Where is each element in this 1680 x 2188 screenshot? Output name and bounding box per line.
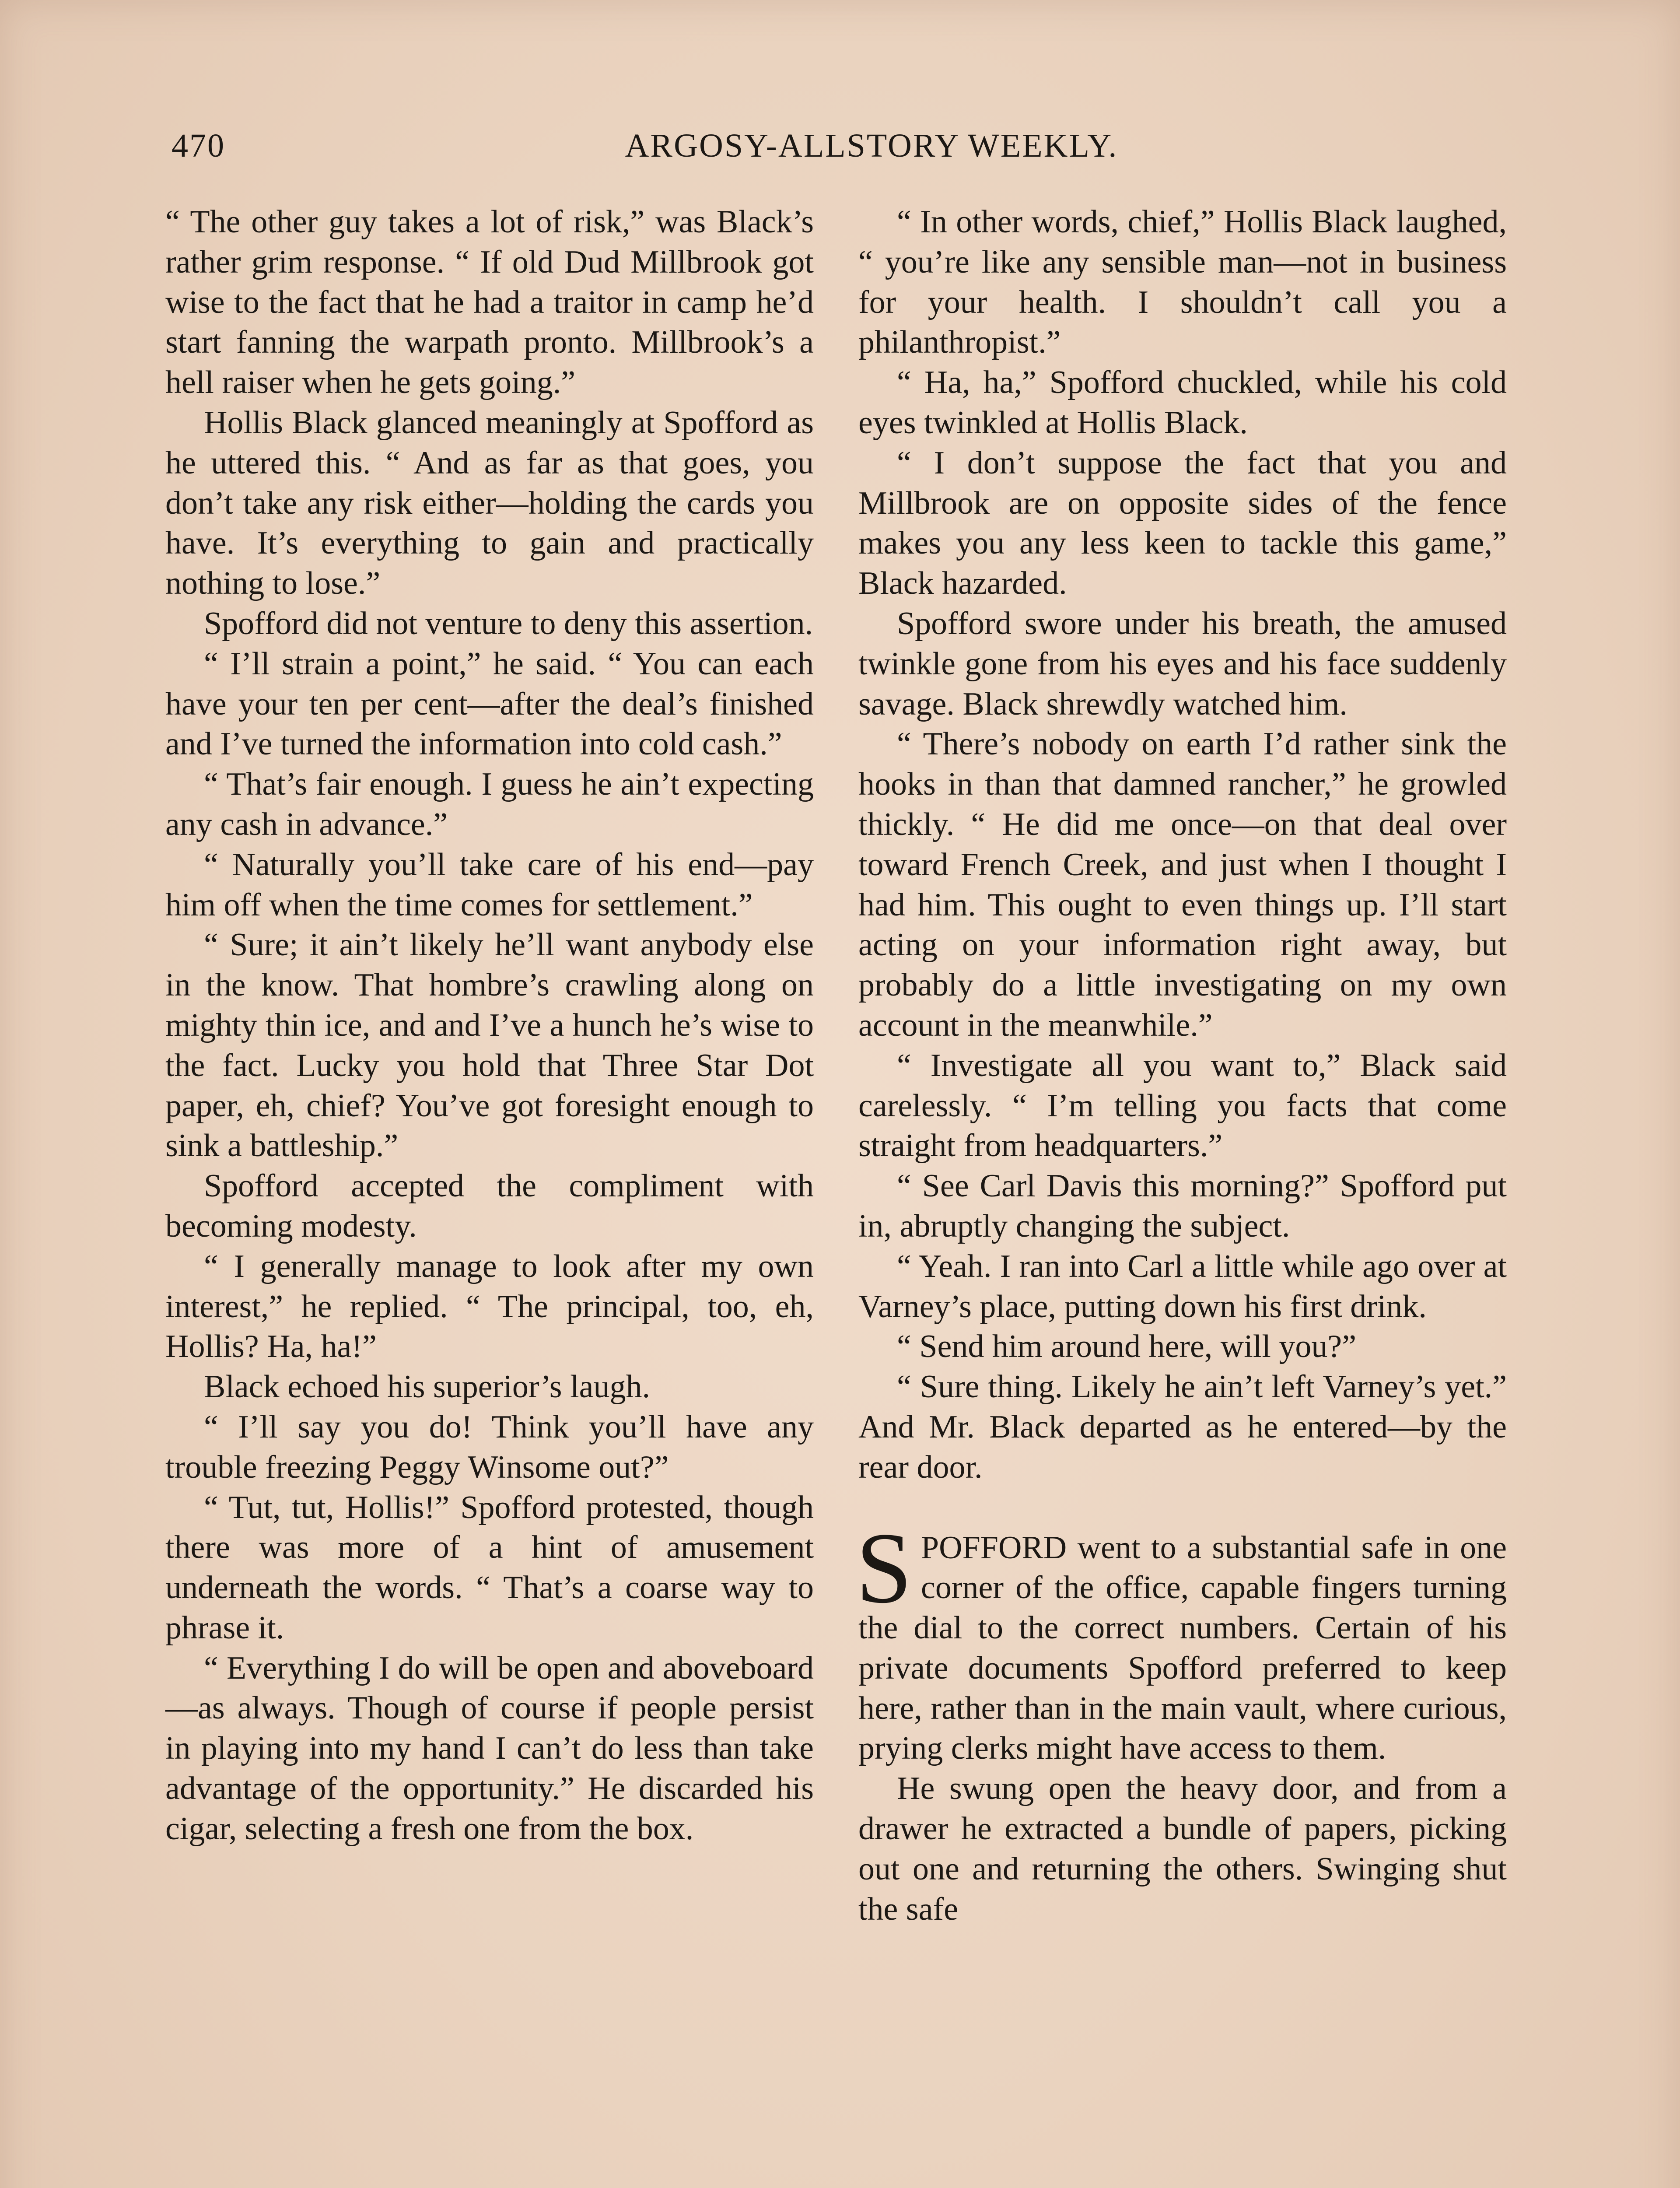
paragraph: Spofford accepted the compliment with becoming modesty. — [165, 1168, 814, 1244]
paragraph: Hollis Black glanced meaningly at Spofford as he uttered this. “ And as far as that goes, you don’t take any risk either—holding the cards you have. It’s everything to gain and practically nothing to lose.” — [165, 404, 814, 602]
paragraph: “ Investigate all you want to,” Black said carelessly. “ I’m telling you facts that come straight from headquarters.” — [858, 1047, 1507, 1164]
paragraph: “ Naturally you’ll take care of his end—pay him off when the time comes for settlement.” — [165, 846, 814, 923]
page-number: 470 — [172, 127, 225, 164]
running-title: ARGOSY-ALLSTORY WEEKLY. — [625, 127, 1118, 164]
drop-cap: S — [856, 1511, 913, 1624]
right-column — [858, 202, 1507, 1929]
paragraph: “ Everything I do will be open and aboveboard—as always. Though of course if people persist in playing into my hand I can’t do less than take advantage of the opportunity.” He discarded his cigar, selecting a fresh one from the box. — [165, 1650, 814, 1847]
paragraph: “ Sure; it ain’t likely he’ll want anybody else in the know. That hombre’s crawling along on mighty thin ice, and and I’ve a hunch he’s wise to the fact. Lucky you hold that Three Star Dot paper, eh, chief? You’ve got foresight enough to sink a battleship.” — [165, 927, 814, 1164]
paragraph: “ Tut, tut, Hollis!” Spofford protested, though there was more of a hint of amusement underneath the words. “ That’s a coarse way to phrase it. — [165, 1489, 814, 1646]
paragraph: “ See Carl Davis this morning?” Spofford put in, abruptly changing the subject. — [858, 1168, 1507, 1244]
paragraph: “ Sure thing. Likely he ain’t left Varney’s yet.” And Mr. Black departed as he entered—by the rear door. — [858, 1369, 1507, 1485]
section-opening-paragraph — [856, 1511, 1507, 1769]
page-header — [172, 127, 1519, 175]
paragraph: “ Send him around here, will you?” — [897, 1329, 1357, 1365]
paragraph: “ There’s nobody on earth I’d rather sink the hooks in than that damned rancher,” he growled thickly. “ He did me once—on that deal over toward French Creek, and just when I thought I had him. This ought to even things up. I’ll start acting on your information right away, but probably do a little investigating on my own account in the meanwhile.” — [858, 726, 1507, 1043]
paragraph: “ I generally manage to look after my own interest,” he replied. “ The principal, too, eh, Hollis? Ha, ha!” — [165, 1248, 814, 1365]
paragraph: “ I’ll say you do! Think you’ll have any trouble freezing Peggy Winsome out?” — [165, 1409, 814, 1485]
paragraph: “ Ha, ha,” Spofford chuckled, while his cold eyes twinkled at Hollis Black. — [858, 365, 1507, 441]
paragraph: “ I’ll strain a point,” he said. “ You can each have your ten per cent—after the deal’s finished and I’ve turned the information into cold cash.” — [165, 645, 814, 762]
paragraph: He swung open the heavy door, and from a drawer he extracted a bundle of papers, picking out one and returning the others. Swinging shut the safe — [858, 1771, 1507, 1927]
paragraph: “ I don’t suppose the fact that you and Millbrook are on opposite sides of the fence makes you any less keen to tackle this game,” Black hazarded. — [858, 445, 1507, 602]
paragraph: Spofford swore under his breath, the amused twinkle gone from his eyes and his face suddenly savage. Black shrewdly watched him. — [858, 605, 1507, 722]
opening-words: POFFORD — [921, 1529, 1067, 1566]
left-column — [165, 202, 814, 1849]
opening-rest: went to a substantial safe in one corner of the office, capable fingers turning the dial to the correct numbers. Certain of his private documents Spofford preferred to keep here, rather than in the main vault, where curious, prying clerks might have access to them. — [858, 1529, 1507, 1767]
paragraph: Spofford did not venture to deny this assertion. — [204, 605, 813, 642]
paragraph: Black echoed his superior’s laugh. — [204, 1369, 650, 1405]
paragraph: “ Yeah. I ran into Carl a little while ago over at Varney’s place, putting down his first drink. — [858, 1248, 1507, 1325]
paragraph: “ That’s fair enough. I guess he ain’t expecting any cash in advance.” — [165, 766, 814, 842]
paragraph: “ In other words, chief,” Hollis Black laughed, “ you’re like any sensible man—not in business for your health. I shouldn’t call you a philanthropist.” — [858, 204, 1507, 361]
paragraph: “ The other guy takes a lot of risk,” was Black’s rather grim response. “ If old Dud Millbrook got wise to the fact that he had a traitor in camp he’d start fanning the warpath pronto. Millbrook’s a hell raiser when he gets going.” — [165, 204, 814, 401]
